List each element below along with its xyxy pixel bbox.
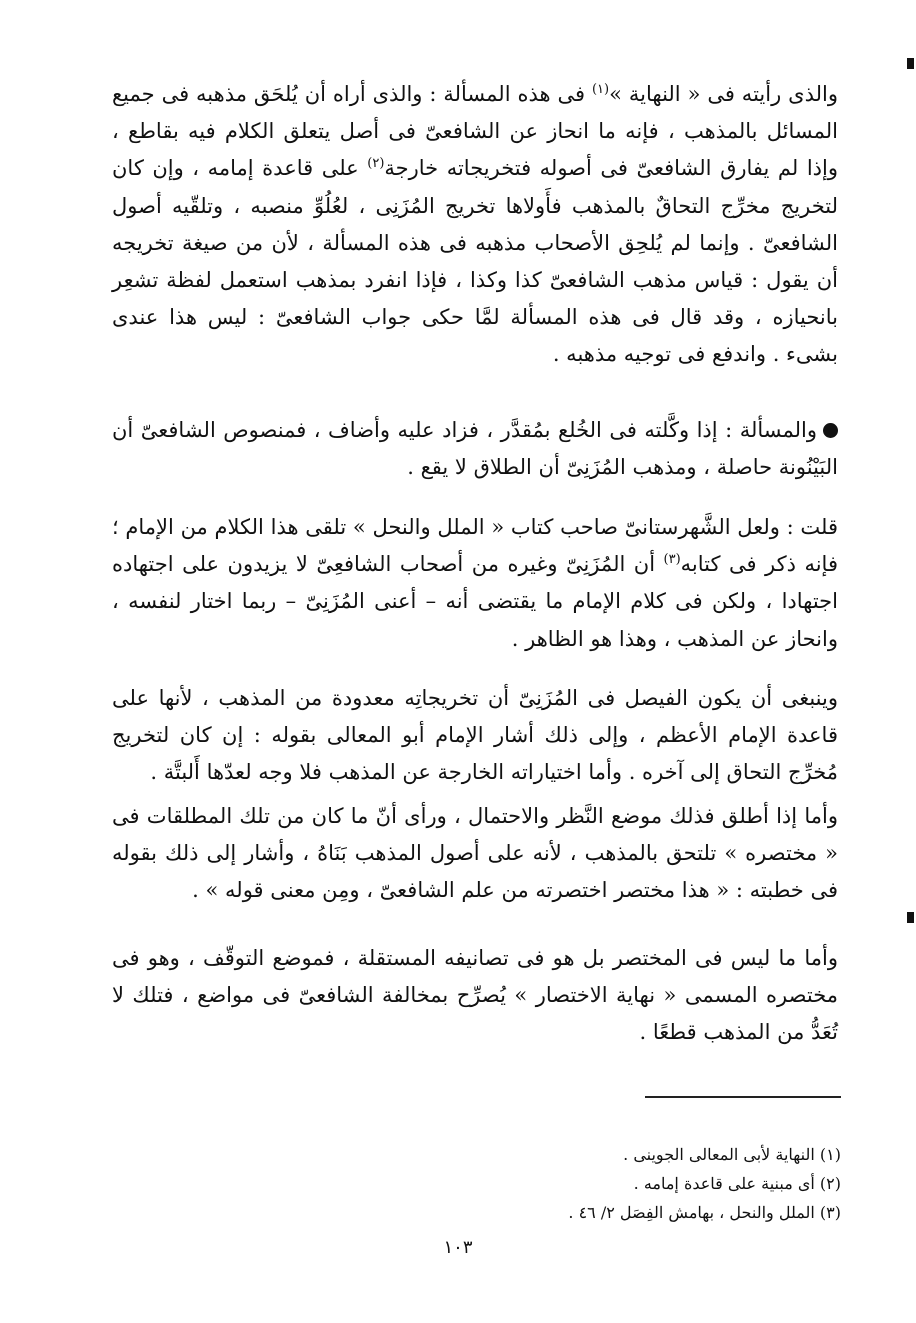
paragraph-2-text: والمسألة : إذا وكَّلته فى الخُلع بمُقدَّر ، فزاد عليه وأضاف ، فمنصوص الشافعىّ أن البَيْنُونة حاصلة ، ومذهب المُزَنِىّ أن الطلاق لا يقع . — [112, 418, 838, 480]
paragraph-3-text-b: أن المُزَنِىّ وغيره من أصحاب الشافعِىّ لا يزيدون على اجتهاده اجتهادا ، ولكن فى كلام الإمام ما يقتضى أنه – أعنى المُزَنِىّ – ربما اختار لنفسه ، وانحاز عن المذهب ، وهذا هو الظاهر . — [112, 552, 838, 651]
footnote-separator — [645, 1096, 841, 1098]
footnote-2: (٢) أى مبنية على قاعدة إمامه . — [633, 1174, 841, 1193]
paragraph-1-text-c: على قاعدة إمامه ، وإن كان لتخريج مخرِّج التحاقٌ بالمذهب فأَولاها تخريج المُزَنِى ، لعُلُوِّ منصبه ، وتلقّيه أصول الشافعىّ . وإنما لم يُلحِق الأصحاب مذهبه فى هذه المسألة ، لأن من صيغة تخريجه أن يقول : قياس مذهب الشافعىّ كذا وكذا ، فإذا انفرد بمذهب استعمل لفظة تشعِر بانحيازه ، وقد قال فى هذه المسألة لمَّا حكى جواب الشافعىّ : ليس هذا عندى بشىء . واندفع فى توجيه مذهبه . — [112, 156, 838, 367]
filled-circle-bullet-icon — [823, 423, 838, 438]
footnote-3: (٣) الملل والنحل ، بهامش الفِصَل ٢/ ٤٦ . — [568, 1203, 841, 1222]
paragraph-1-text-b: فى هذه المسألة : والذى أراه أن يُلحَق مذهبه فى جميع المسائل بالمذهب ، فإنه ما انحاز عن الشافعىّ فى أصل يتعلق الكلام فيه بقاطع ، وإذا لم يفارق الشافعىّ فى أصوله فتخريجاته خارجة — [112, 82, 838, 181]
paragraph-5-text: وأما إذا أطلق فذلك موضع النَّظر والاحتمال ، ورأى أنّ ما كان من تلك المطلقات فى « مختصره » تلتحق بالمذهب ، لأنه على أصول المذهب بَنَاهُ ، وأشار إلى ذلك بقوله فى خطبته : « هذا مختصر اختصرته من علم الشافعىّ ، ومِن معنى قوله » . — [112, 804, 838, 903]
page-edge-mark — [907, 912, 914, 923]
footnote-ref-2[interactable]: (٢) — [367, 156, 385, 172]
paragraph-3-text-a: قلت : ولعل الشَّهرستانىّ صاحب كتاب « الملل والنحل » تلقى هذا الكلام من الإمام ؛ فإنه ذكر فى كتابه — [112, 515, 838, 577]
paragraph-5 — [112, 798, 838, 910]
paragraph-4-text: وينبغى أن يكون الفيصل فى المُزَنِىّ أن تخريجاتِه معدودة من المذهب ، لأنها على قاعدة الإمام الأعظم ، وإلى ذلك أشار الإمام أبو المعالى بقوله : إن كان لتخريج مُخرِّج التحاق إلى آخره . وأما اختياراته الخارجة عن المذهب فلا وجه لعدّها أَلبتَّة . — [112, 686, 838, 785]
paragraph-1 — [112, 76, 838, 374]
paragraph-3 — [112, 509, 838, 658]
paragraph-2 — [112, 412, 838, 486]
paragraph-1-text-a: والذى رأيته فى « النهاية » — [609, 82, 838, 106]
footnote-ref-1[interactable]: (١) — [591, 82, 610, 97]
footnote-ref-3[interactable]: (٣) — [663, 552, 681, 568]
footnotes — [241, 1140, 841, 1227]
paragraph-4 — [112, 680, 838, 792]
paragraph-6 — [112, 940, 838, 1052]
page-number: ١٠٣ — [443, 1237, 473, 1258]
footnote-1: (١) النهاية لأبى المعالى الجوينى . — [623, 1145, 841, 1164]
paragraph-6-text: وأما ما ليس فى المختصر بل هو فى تصانيفه المستقلة ، فموضع التوقّف ، وهو فى مختصره المسمى « نهاية الاختصار » يُصرِّح بمخالفة الشافعىّ فى مواضع ، فتلك لا تُعَدُّ من المذهب قطعًا . — [112, 946, 838, 1045]
page-edge-mark — [907, 58, 914, 69]
